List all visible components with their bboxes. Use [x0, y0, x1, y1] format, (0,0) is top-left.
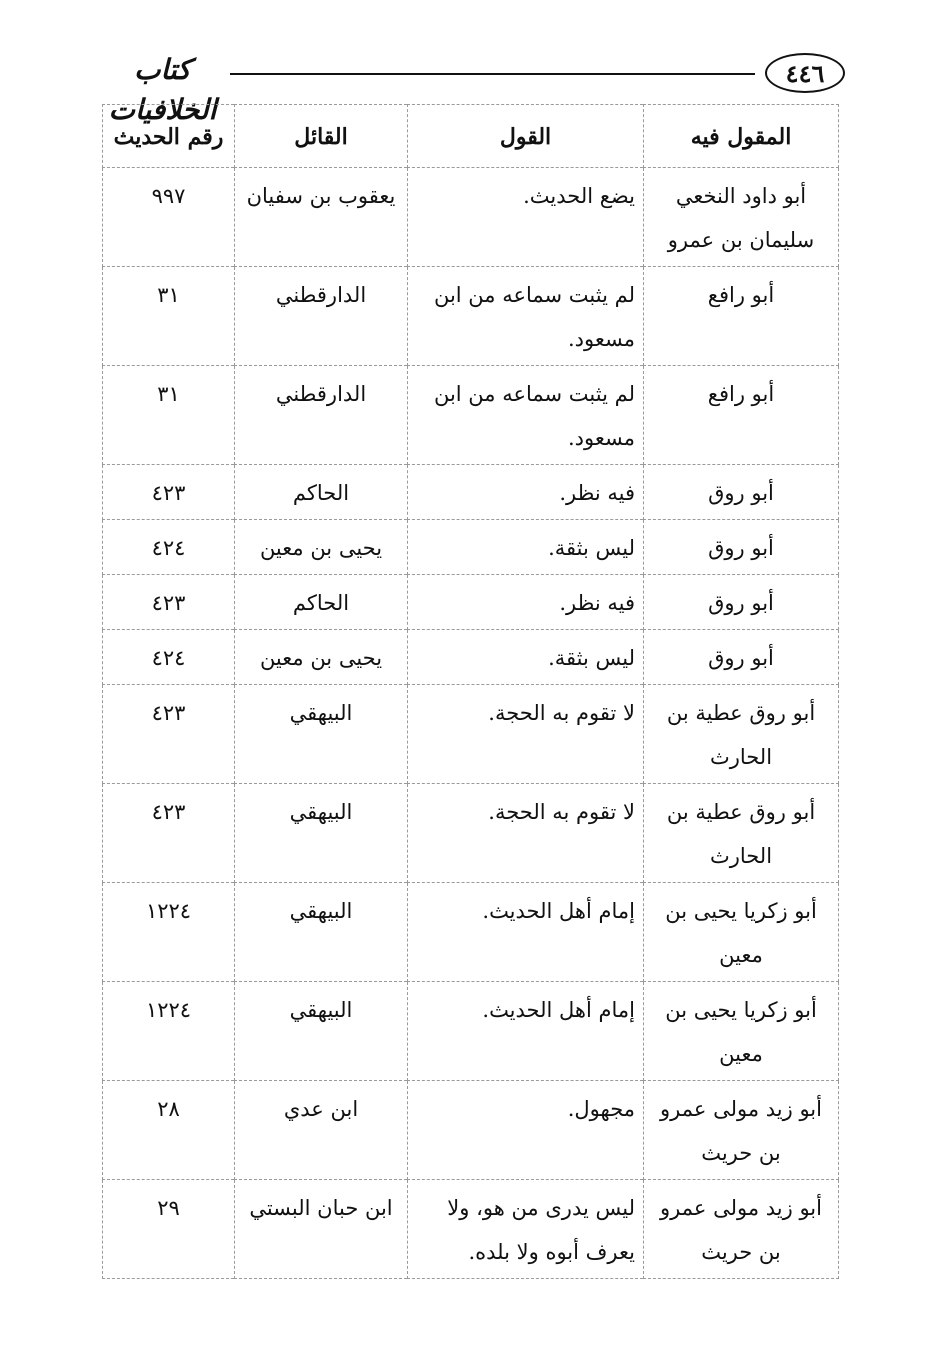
cell-statement: لم يثبت سماعه من ابن مسعود. — [408, 366, 644, 465]
cell-hadith-number: ٤٢٣ — [103, 784, 235, 883]
table-row — [103, 465, 839, 520]
table-row — [103, 575, 839, 630]
cell-subject: أبو روق — [644, 630, 839, 685]
column-header-speaker: القائل — [235, 105, 408, 168]
table-row — [103, 1081, 839, 1180]
cell-subject: أبو روق — [644, 520, 839, 575]
cell-speaker: البيهقي — [235, 784, 408, 883]
table-body — [103, 168, 839, 1279]
cell-subject: أبو زكريا يحيى بن معين — [644, 982, 839, 1081]
cell-speaker: الدارقطني — [235, 267, 408, 366]
cell-statement: إمام أهل الحديث. — [408, 883, 644, 982]
table-row — [103, 630, 839, 685]
page-header — [100, 50, 845, 126]
table-row — [103, 685, 839, 784]
cell-hadith-number: ١٢٢٤ — [103, 982, 235, 1081]
cell-speaker: الحاكم — [235, 465, 408, 520]
cell-subject: أبو داود النخعي سليمان بن عمرو — [644, 168, 839, 267]
cell-statement: مجهول. — [408, 1081, 644, 1180]
table-row — [103, 1180, 839, 1279]
cell-statement: لا تقوم به الحجة. — [408, 784, 644, 883]
cell-statement: فيه نظر. — [408, 465, 644, 520]
cell-subject: أبو روق عطية بن الحارث — [644, 685, 839, 784]
table-row — [103, 982, 839, 1081]
book-title: كتاب الخلافيات — [108, 53, 217, 126]
cell-subject: أبو زيد مولى عمرو بن حريث — [644, 1180, 839, 1279]
cell-speaker: البيهقي — [235, 883, 408, 982]
cell-hadith-number: ٣١ — [103, 267, 235, 366]
cell-hadith-number: ٩٩٧ — [103, 168, 235, 267]
cell-hadith-number: ٤٢٤ — [103, 630, 235, 685]
column-header-statement: القول — [408, 105, 644, 168]
table-header-row — [103, 105, 839, 168]
cell-statement: ليس يدرى من هو، ولا يعرف أبوه ولا بلده. — [408, 1180, 644, 1279]
cell-hadith-number: ٢٩ — [103, 1180, 235, 1279]
cell-speaker: ابن حبان البستي — [235, 1180, 408, 1279]
table-row — [103, 267, 839, 366]
cell-hadith-number: ٤٢٣ — [103, 465, 235, 520]
table-row — [103, 784, 839, 883]
cell-speaker: يعقوب بن سفيان — [235, 168, 408, 267]
cell-subject: أبو رافع — [644, 366, 839, 465]
cell-statement: لم يثبت سماعه من ابن مسعود. — [408, 267, 644, 366]
cell-speaker: البيهقي — [235, 982, 408, 1081]
cell-subject: أبو رافع — [644, 267, 839, 366]
column-header-hadith-number: رقم الحديث — [103, 105, 235, 168]
table-row — [103, 520, 839, 575]
cell-statement: فيه نظر. — [408, 575, 644, 630]
cell-speaker: ابن عدي — [235, 1081, 408, 1180]
cell-hadith-number: ١٢٢٤ — [103, 883, 235, 982]
cell-hadith-number: ٤٢٣ — [103, 575, 235, 630]
cell-statement: إمام أهل الحديث. — [408, 982, 644, 1081]
table-row — [103, 883, 839, 982]
table-row — [103, 168, 839, 267]
cell-statement: ليس بثقة. — [408, 520, 644, 575]
cell-hadith-number: ٤٢٣ — [103, 685, 235, 784]
cell-speaker: يحيى بن معين — [235, 520, 408, 575]
cell-subject: أبو روق — [644, 465, 839, 520]
cell-hadith-number: ٣١ — [103, 366, 235, 465]
page-number: ٤٤٦ — [765, 53, 845, 93]
cell-statement: ليس بثقة. — [408, 630, 644, 685]
cell-statement: يضع الحديث. — [408, 168, 644, 267]
table-row — [103, 366, 839, 465]
narrators-table-container — [102, 104, 838, 1279]
cell-hadith-number: ٤٢٤ — [103, 520, 235, 575]
narrators-table — [102, 104, 839, 1279]
cell-subject: أبو روق — [644, 575, 839, 630]
cell-speaker: البيهقي — [235, 685, 408, 784]
header-rule — [230, 73, 755, 75]
column-header-subject: المقول فيه — [644, 105, 839, 168]
cell-speaker: الحاكم — [235, 575, 408, 630]
cell-speaker: يحيى بن معين — [235, 630, 408, 685]
cell-hadith-number: ٢٨ — [103, 1081, 235, 1180]
cell-statement: لا تقوم به الحجة. — [408, 685, 644, 784]
cell-speaker: الدارقطني — [235, 366, 408, 465]
cell-subject: أبو روق عطية بن الحارث — [644, 784, 839, 883]
cell-subject: أبو زيد مولى عمرو بن حريث — [644, 1081, 839, 1180]
cell-subject: أبو زكريا يحيى بن معين — [644, 883, 839, 982]
